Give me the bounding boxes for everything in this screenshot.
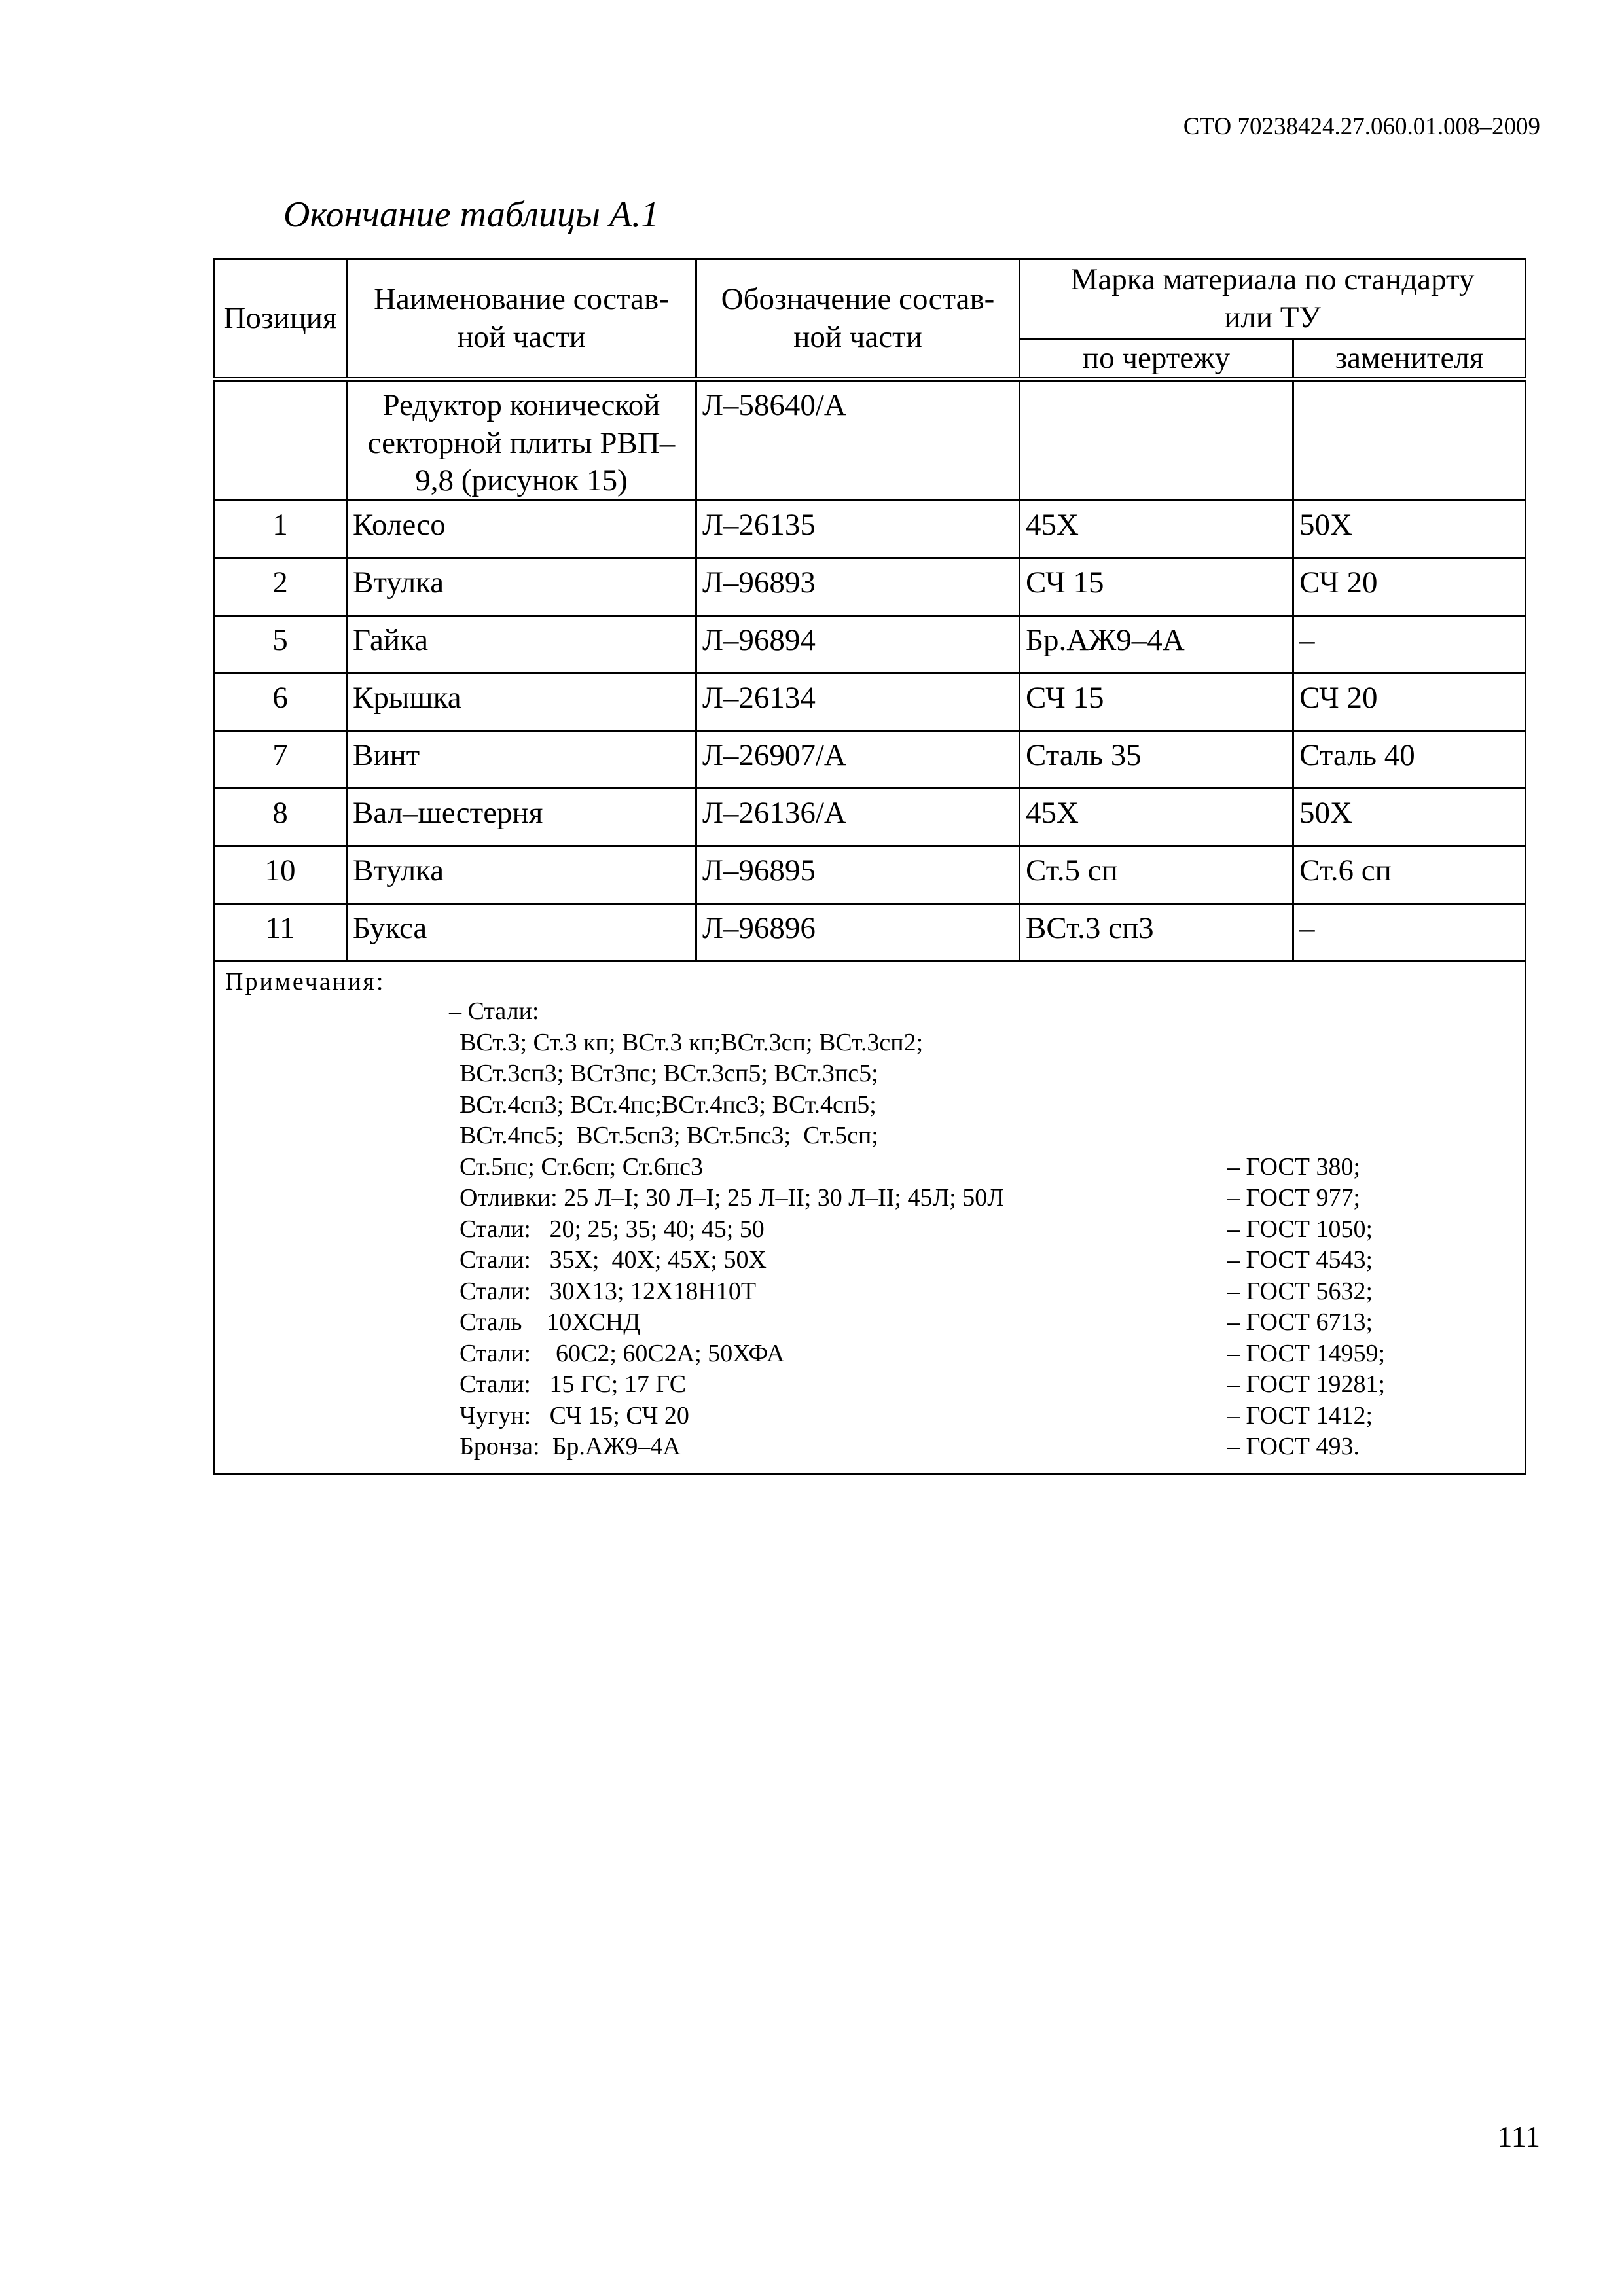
table-row (214, 846, 1526, 904)
table-caption: Окончание таблицы А.1 (283, 194, 660, 235)
note-standard: – ГОСТ 4543; (1227, 1246, 1373, 1274)
cell-substitute: Сталь 40 (1293, 731, 1526, 789)
cell-drawing: Бр.АЖ9–4А (1020, 616, 1293, 673)
table-header (214, 259, 1526, 380)
note-standard: – ГОСТ 380; (1227, 1153, 1361, 1181)
note-line (215, 1183, 1525, 1214)
note-text: Стали: 35Х; 40Х; 45Х; 50Х (460, 1246, 767, 1274)
note-standard: – ГОСТ 1050; (1227, 1215, 1373, 1243)
cell-designation: Л–26907/А (696, 731, 1020, 789)
note-line (215, 1338, 1525, 1370)
table-row (214, 673, 1526, 731)
cell-designation: Л–96893 (696, 558, 1020, 616)
cell-designation: Л–96894 (696, 616, 1020, 673)
note-text: ВСт.4пс5; ВСт.5сп3; ВСт.5пс3; Ст.5сп; (460, 1122, 878, 1150)
group-row (214, 380, 1526, 501)
note-line (215, 1307, 1525, 1338)
note-line (215, 1369, 1525, 1401)
header-material: Марка материала по стандарту или ТУ (1020, 259, 1526, 339)
cell-pos: 6 (214, 673, 347, 731)
cell-pos: 8 (214, 789, 347, 846)
table-row (214, 501, 1526, 558)
note-standard: – ГОСТ 493. (1227, 1433, 1360, 1461)
cell-drawing: 45Х (1020, 501, 1293, 558)
group-designation: Л–58640/А (696, 380, 1020, 501)
page-number: 111 (1497, 2120, 1540, 2153)
cell-pos: 1 (214, 501, 347, 558)
notes-title: Примечания: (225, 968, 386, 996)
header-name: Наименование состав- ной части (347, 259, 696, 380)
cell-name: Втулка (347, 558, 696, 616)
document-code: СТО 70238424.27.060.01.008–2009 (1183, 113, 1540, 140)
note-text: Отливки: 25 Л–I; 30 Л–I; 25 Л–II; 30 Л–II; 45Л; 50Л (460, 1184, 1005, 1212)
header-by-drawing: по чертежу (1020, 339, 1293, 380)
note-line (215, 996, 1525, 1028)
cell-pos: 2 (214, 558, 347, 616)
note-line (215, 1431, 1525, 1463)
cell-substitute: 50Х (1293, 501, 1526, 558)
cell-pos: 5 (214, 616, 347, 673)
note-standard: – ГОСТ 19281; (1227, 1371, 1386, 1399)
cell-designation: Л–26136/А (696, 789, 1020, 846)
table-row (214, 731, 1526, 789)
header-substitute: заменителя (1293, 339, 1526, 380)
note-line (215, 1090, 1525, 1121)
cell-designation: Л–26135 (696, 501, 1020, 558)
note-line (215, 1214, 1525, 1246)
cell-name: Колесо (347, 501, 696, 558)
notes-row (214, 961, 1526, 1474)
cell-drawing: 45Х (1020, 789, 1293, 846)
note-text: Ст.5пс; Ст.6сп; Ст.6пс3 (460, 1153, 704, 1181)
cell-pos: 7 (214, 731, 347, 789)
notes-body (215, 996, 1525, 1463)
cell-drawing: СЧ 15 (1020, 673, 1293, 731)
table-row (214, 904, 1526, 961)
note-standard: – ГОСТ 5632; (1227, 1277, 1373, 1305)
cell-substitute: 50Х (1293, 789, 1526, 846)
header-position: Позиция (214, 259, 347, 380)
notes-cell (214, 961, 1526, 1474)
note-text: Стали: 30Х13; 12Х18Н10Т (460, 1277, 757, 1305)
cell-drawing: ВСт.3 сп3 (1020, 904, 1293, 961)
table-row (214, 789, 1526, 846)
note-line (215, 1245, 1525, 1276)
cell-name: Винт (347, 731, 696, 789)
cell-name: Крышка (347, 673, 696, 731)
note-line (215, 1121, 1525, 1152)
table-row (214, 558, 1526, 616)
cell-drawing: Ст.5 сп (1020, 846, 1293, 904)
cell-name: Втулка (347, 846, 696, 904)
group-substitute (1293, 380, 1526, 501)
note-line (215, 1276, 1525, 1308)
note-text: Бронза: Бр.АЖ9–4А (460, 1433, 681, 1461)
note-line (215, 1028, 1525, 1059)
cell-designation: Л–96895 (696, 846, 1020, 904)
note-standard: – ГОСТ 1412; (1227, 1401, 1373, 1429)
cell-name: Букса (347, 904, 696, 961)
cell-substitute: СЧ 20 (1293, 673, 1526, 731)
cell-substitute: Ст.6 сп (1293, 846, 1526, 904)
note-text: ВСт.3сп3; ВСт3пс; ВСт.3сп5; ВСт.3пс5; (460, 1060, 878, 1088)
note-text: Чугун: СЧ 15; СЧ 20 (460, 1401, 689, 1429)
note-text: ВСт.3; Ст.3 кп; ВСт.3 кп;ВСт.3сп; ВСт.3сп2; (460, 1028, 924, 1056)
note-line (215, 1152, 1525, 1183)
note-text: ВСт.4сп3; ВСт.4пс;ВСт.4пс3; ВСт.4сп5; (460, 1090, 876, 1119)
cell-pos: 10 (214, 846, 347, 904)
note-standard: – ГОСТ 977; (1227, 1184, 1361, 1212)
cell-drawing: СЧ 15 (1020, 558, 1293, 616)
group-drawing (1020, 380, 1293, 501)
note-text: – Стали: (449, 997, 539, 1026)
note-line (215, 1058, 1525, 1090)
note-line (215, 1401, 1525, 1432)
note-text: Стали: 15 ГС; 17 ГС (460, 1371, 687, 1399)
cell-drawing: Сталь 35 (1020, 731, 1293, 789)
parts-table (213, 258, 1526, 1475)
cell-pos: 11 (214, 904, 347, 961)
cell-substitute: – (1293, 616, 1526, 673)
note-text: Сталь 10ХСНД (460, 1308, 641, 1336)
table-row (214, 616, 1526, 673)
cell-designation: Л–96896 (696, 904, 1020, 961)
note-standard: – ГОСТ 14959; (1227, 1339, 1386, 1367)
note-text: Стали: 60С2; 60С2А; 50ХФА (460, 1339, 785, 1367)
cell-name: Гайка (347, 616, 696, 673)
cell-substitute: СЧ 20 (1293, 558, 1526, 616)
group-pos (214, 380, 347, 501)
header-designation: Обозначение состав- ной части (696, 259, 1020, 380)
cell-substitute: – (1293, 904, 1526, 961)
note-text: Стали: 20; 25; 35; 40; 45; 50 (460, 1215, 765, 1243)
cell-designation: Л–26134 (696, 673, 1020, 731)
cell-name: Вал–шестерня (347, 789, 696, 846)
note-standard: – ГОСТ 6713; (1227, 1308, 1373, 1336)
group-title: Редуктор конической секторной плиты РВП–9,8 (рисунок 15) (347, 380, 696, 501)
